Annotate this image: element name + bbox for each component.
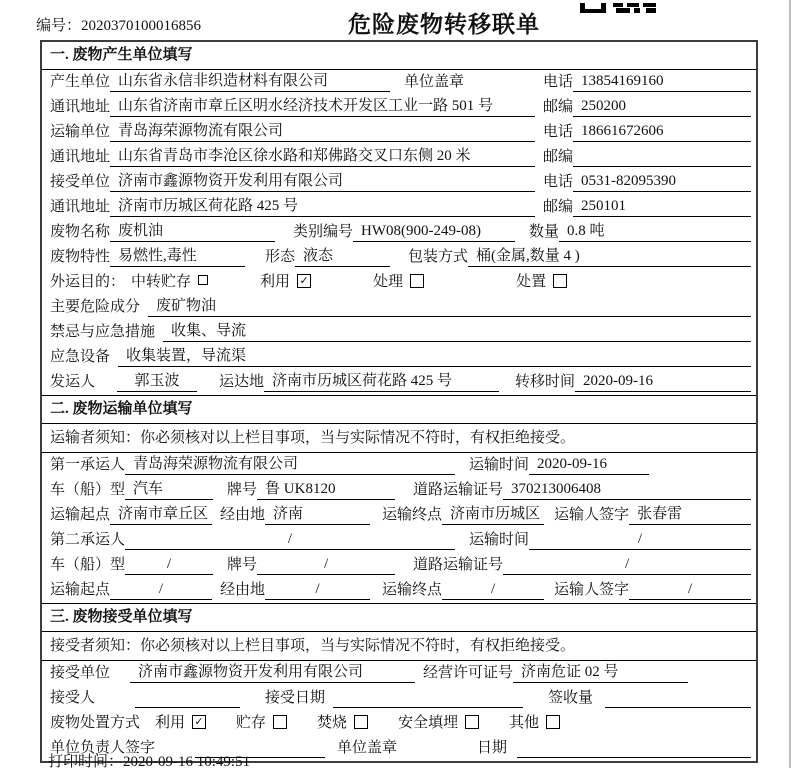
field-label: 道路运输证号 xyxy=(413,557,504,573)
field-value: 0531-82095390 xyxy=(573,173,751,192)
field-value: 18661672606 xyxy=(573,123,751,142)
checkbox-label: 处置 xyxy=(516,274,547,290)
field-label: 邮编 xyxy=(542,149,573,165)
field-label: 通讯地址 xyxy=(50,199,111,215)
field-value: 青岛海荣源物流有限公司 xyxy=(125,452,455,475)
field-value: / xyxy=(529,531,751,550)
notice-text: 运输者须知：你必须核对以上栏目事项，当与实际情况不符时，有权拒绝接受。 xyxy=(42,424,756,453)
section-header: 一. 废物产生单位填写 xyxy=(42,42,756,70)
checkbox-icon xyxy=(198,275,208,285)
field-label: 经由地 xyxy=(220,582,266,598)
serial-number xyxy=(36,14,201,35)
field-value: / xyxy=(503,556,751,575)
field-label: 废物名称 xyxy=(50,224,111,240)
field-label: 道路运输证号 xyxy=(413,482,504,498)
form-row xyxy=(42,528,756,553)
form-row xyxy=(42,170,756,195)
form-row xyxy=(42,345,756,370)
field-value: / xyxy=(110,581,212,600)
form-row xyxy=(42,295,756,320)
field-label: 接受日期 xyxy=(265,690,326,706)
field-label: 车（船）型 xyxy=(50,482,126,498)
field-label: 类别编号 xyxy=(293,224,354,240)
field-label: 牌号 xyxy=(227,557,258,573)
form-row xyxy=(42,478,756,503)
section-header: 二. 废物运输单位填写 xyxy=(42,395,756,424)
checkbox-item xyxy=(260,270,311,292)
field-label: 主要危险成分 xyxy=(50,299,141,315)
form-row xyxy=(42,661,756,686)
field-label: 运输起点 xyxy=(50,582,111,598)
field-value: 鲁 UK8120 xyxy=(257,477,395,500)
field-label: 禁忌与应急措施 xyxy=(50,324,156,340)
qr-code-fragment-icon xyxy=(580,0,656,18)
field-value: 收集、导流 xyxy=(163,319,751,342)
field-value: 郭玉波 xyxy=(117,369,197,392)
field-label: 废物特性 xyxy=(50,249,111,265)
field-label: 接受单位 xyxy=(50,174,111,190)
page-title: 危险废物转移联单 xyxy=(348,12,540,37)
checkbox-label: 安全填埋 xyxy=(398,715,459,731)
field-value: 济南市历城区荷花路 425 号 xyxy=(264,369,499,392)
field-value: 济南市章丘区 xyxy=(110,502,212,525)
form-row xyxy=(42,245,756,270)
form-row xyxy=(42,120,756,145)
field-label: 应急设备 xyxy=(50,349,111,365)
checkbox-label: 其他 xyxy=(509,715,540,731)
checkbox-item xyxy=(317,711,368,733)
field-value: 济南 xyxy=(265,502,370,525)
field-label: 经营许可证号 xyxy=(423,665,514,681)
blank-field xyxy=(573,150,751,167)
field-label: 发运人 xyxy=(50,374,96,390)
field-label: 日期 xyxy=(477,740,508,756)
field-label: 废物处置方式 xyxy=(50,715,141,731)
checkbox-icon: ✓ xyxy=(192,715,206,729)
form-row xyxy=(42,711,756,736)
field-value: / xyxy=(629,581,751,600)
field-label: 单位负责人签字 xyxy=(50,740,156,756)
field-label: 接受单位 xyxy=(50,665,111,681)
checkbox-item xyxy=(509,711,560,733)
field-value: 山东省青岛市李沧区徐水路和郑佛路交叉口东侧 20 米 xyxy=(110,144,535,167)
field-value: 2020-09-16 xyxy=(529,456,649,475)
field-value: / xyxy=(257,556,395,575)
field-label: 电话 xyxy=(542,174,573,190)
field-label: 牌号 xyxy=(227,482,258,498)
checkbox-item xyxy=(155,711,206,733)
checkbox-label: 焚烧 xyxy=(317,715,348,731)
field-label: 形态 xyxy=(265,249,296,265)
field-value: / xyxy=(265,581,370,600)
form-row xyxy=(42,453,756,478)
field-value: 济南市历城区荷花路 425 号 xyxy=(110,194,535,217)
field-value: 废机油 xyxy=(110,219,275,242)
checkbox-label: 处理 xyxy=(373,274,404,290)
field-value: 济南市鑫源物资开发利用有限公司 xyxy=(130,660,415,683)
field-label: 通讯地址 xyxy=(50,99,111,115)
form-box xyxy=(40,40,758,763)
field-label: 电话 xyxy=(542,74,573,90)
field-label: 运达地 xyxy=(219,374,265,390)
serial-value: 2020370100016856 xyxy=(81,18,202,34)
form-row xyxy=(42,503,756,528)
checkbox-label: 中转贮存 xyxy=(131,274,192,290)
field-label: 接受人 xyxy=(50,690,96,706)
field-value: 济南市鑫源物资开发利用有限公司 xyxy=(110,169,535,192)
field-value: 废矿物油 xyxy=(148,294,751,317)
checkbox-icon: ✓ xyxy=(297,274,311,288)
field-value: 济南危证 02 号 xyxy=(513,660,688,683)
form-row xyxy=(42,145,756,170)
field-label: 通讯地址 xyxy=(50,149,111,165)
field-value: 收集装置，导流渠 xyxy=(118,344,751,367)
print-time: 打印时间：2020-09-16 10:49:51 xyxy=(48,754,251,770)
field-label: 包装方式 xyxy=(408,249,469,265)
field-value: 13854169160 xyxy=(573,73,751,92)
field-label: 运输时间 xyxy=(469,532,530,548)
notice-text: 接受者须知：你必须核对以上栏目事项，当与实际情况不符时，有权拒绝接受。 xyxy=(42,632,756,661)
field-value: HW08(900-249-08) xyxy=(353,223,515,242)
field-value: 液态 xyxy=(295,244,390,267)
field-label: 运输人签字 xyxy=(554,582,630,598)
checkbox-item xyxy=(516,270,567,292)
checkbox-label: 利用 xyxy=(155,715,186,731)
checkbox-icon xyxy=(465,715,479,729)
field-label: 运输时间 xyxy=(469,457,530,473)
form-row xyxy=(42,70,756,95)
field-value: 250200 xyxy=(573,98,751,117)
field-value: 2020-09-16 xyxy=(575,373,751,392)
field-value: 370213006408 xyxy=(503,481,751,500)
field-label: 第二承运人 xyxy=(50,532,126,548)
checkbox-item xyxy=(398,711,479,733)
field-value: 青岛海荣源物流有限公司 xyxy=(110,119,535,142)
form-row xyxy=(42,220,756,245)
field-label: 产生单位 xyxy=(50,74,111,90)
checkbox-item xyxy=(373,270,424,292)
static-text: 单位盖章 xyxy=(404,74,465,90)
field-label: 外运目的： xyxy=(50,274,126,290)
form-row xyxy=(42,578,756,603)
field-label: 运输单位 xyxy=(50,124,111,140)
blank-field xyxy=(333,691,523,708)
field-value: 0.8 吨 xyxy=(559,219,751,242)
blank-field xyxy=(135,691,240,708)
checkbox-icon xyxy=(553,274,567,288)
field-label: 车（船）型 xyxy=(50,557,126,573)
section-header: 三. 废物接受单位填写 xyxy=(42,603,756,632)
field-label: 签收量 xyxy=(548,690,594,706)
checkbox-icon xyxy=(273,715,287,729)
field-value: 汽车 xyxy=(125,477,213,500)
field-value: / xyxy=(125,531,455,550)
checkbox-label: 利用 xyxy=(260,274,291,290)
form-row xyxy=(42,686,756,711)
field-value: 易燃性,毒性 xyxy=(110,244,245,267)
field-label: 运输终点 xyxy=(382,582,443,598)
checkbox-icon xyxy=(354,715,368,729)
field-value: / xyxy=(125,556,213,575)
blank-field xyxy=(517,741,751,758)
field-label: 经由地 xyxy=(220,507,266,523)
serial-label: 编号： xyxy=(36,18,82,34)
field-label: 电话 xyxy=(542,124,573,140)
form-row xyxy=(42,95,756,120)
field-value: 济南市历城区 xyxy=(442,502,544,525)
field-label: 数量 xyxy=(529,224,560,240)
field-label: 第一承运人 xyxy=(50,457,126,473)
field-label: 运输人签字 xyxy=(554,507,630,523)
form-row xyxy=(42,553,756,578)
field-label: 邮编 xyxy=(542,199,573,215)
field-value: 张春雷 xyxy=(629,502,751,525)
field-label: 运输起点 xyxy=(50,507,111,523)
form-row xyxy=(42,195,756,220)
form-row xyxy=(42,370,756,395)
page-edge-divider xyxy=(789,0,791,768)
checkbox-item xyxy=(236,711,287,733)
static-text: 单位盖章 xyxy=(337,740,398,756)
checkbox-label: 贮存 xyxy=(236,715,267,731)
checkbox-icon xyxy=(546,715,560,729)
field-value: / xyxy=(442,581,544,600)
field-value: 250101 xyxy=(573,198,751,217)
field-label: 邮编 xyxy=(542,99,573,115)
checkbox-icon xyxy=(410,274,424,288)
field-value: 山东省永信非织造材料有限公司 xyxy=(110,69,390,92)
field-value: 山东省济南市章丘区明水经济技术开发区工业一路 501 号 xyxy=(110,94,535,117)
form-row xyxy=(42,320,756,345)
blank-field xyxy=(605,691,751,708)
checkbox-item xyxy=(131,270,208,292)
field-value: 桶(金属,数量 4 ) xyxy=(468,244,751,267)
field-label: 转移时间 xyxy=(515,374,576,390)
form-row xyxy=(42,270,756,295)
field-label: 运输终点 xyxy=(382,507,443,523)
